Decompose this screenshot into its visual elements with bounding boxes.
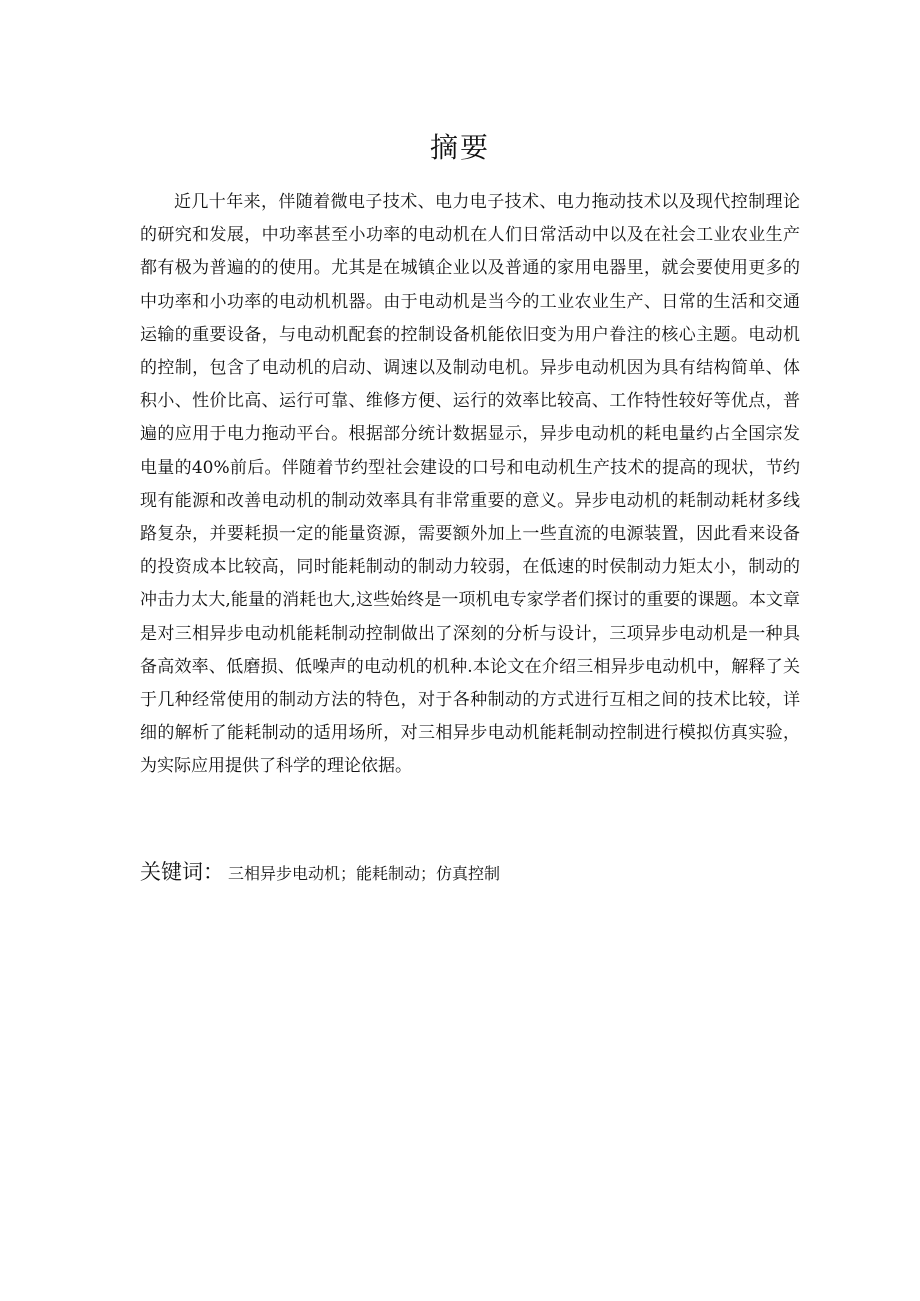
abstract-paragraph: 近几十年来，伴随着微电子技术、电力电子技术、电力拖动技术以及现代控制理论的研究和发展，中功率甚至小功率的电动机在人们日常活动中以及在社会工业农业生产都有极为普遍的的使用。尤其是在城镇企业以及普通的家用电器里，就会要使用更多的中功率和小功率的电动机机器。由于电动机是当今的工业农业生产、日常的生活和交通运输的重要设备，与电动机配套的控制设备机能依旧变为用户眷注的核心主题。电动机的控制，包含了电动机的启动、调速以及制动电机。异步电动机因为具有结构简单、体积小、性价比高、运行可靠、维修方便、运行的效率比较高、工作特性较好等优点，普遍的应用于电力拖动平台。根据部分统计数据显示，异步电动机的耗电量约占全国宗发电量的40%前后。伴随着节约型社会建设的口号和电动机生产技术的提高的现状，节约现有能源和改善电动机的制动效率具有非常重要的意义。异步电动机的耗制动耗材多线路复杂，并要耗损一定的能量资源，需要额外加上一些直流的电源装置，因此看来设备的投资成本比较高，同时能耗制动的制动力较弱，在低速的时侯制动力矩太小，制动的冲击力太大,能量的消耗也大,这些始终是一项机电专家学者们探讨的重要的课题。本文章是对三相异步电动机能耗制动控制做出了深刻的分析与设计，三项异步电动机是一种具备高效率、低磨损、低噪声的电动机的机种.本论文在介绍三相异步电动机中，解释了关于几种经常使用的制动方法的特色，对于各种制动的方式进行互相之间的技术比较，详细的解析了能耗制动的适用场所，对三相异步电动机能耗制动控制进行模拟仿真实验，为实际应用提供了科学的理论依据。 — [140, 192, 800, 777]
keywords-value: 三相异步电动机；能耗制动；仿真控制 — [228, 864, 501, 883]
keywords-line — [140, 856, 800, 890]
keywords-label: 关键词： — [140, 860, 224, 884]
page-title: 摘要 — [429, 131, 490, 164]
